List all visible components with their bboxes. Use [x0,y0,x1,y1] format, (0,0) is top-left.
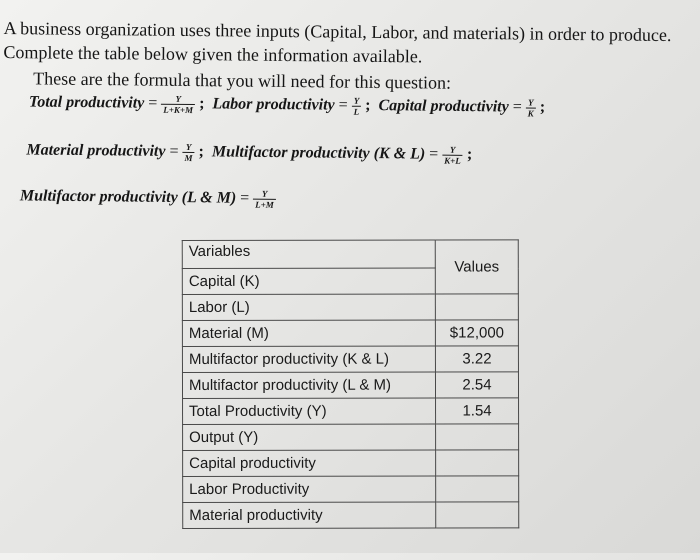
table-row [183,398,519,425]
material-productivity-label: Material productivity [26,141,166,160]
fraction-denominator: L+M [253,199,276,210]
formula-row-2: Material productivity = $\frac{Y}{M}$ ; Multifactor productivity (K & L) = $\frac{Y}{K+L}$ ; [26,141,473,166]
table-row [182,372,518,399]
fraction-numerator: Y [175,93,182,104]
row-variable: Material productivity [183,502,436,528]
table-row [183,502,519,529]
intro-line-1: A business organization uses three inputs (Capital, Labor, and materials) in order to produce. [3,18,672,46]
fraction-denominator: L [352,106,362,117]
table-header-row [182,240,518,269]
row-value [435,294,518,320]
multifactor-lm-label: Multifactor productivity (L & M) [19,187,237,207]
table-row [183,450,519,477]
row-value: $12,000 [435,320,518,346]
fraction-denominator: M [182,152,194,163]
fraction-numerator: Y [449,144,456,155]
row-value: 1.54 [436,398,519,424]
total-productivity-fraction [161,94,195,115]
multifactor-kl-label: Multifactor productivity (K & L) [211,143,426,163]
fraction-denominator: K [526,108,536,119]
row-value [436,424,519,450]
row-variable: Labor (L) [182,294,435,320]
multifactor-lm-fraction [253,189,276,210]
table-row [182,346,518,373]
fraction-numerator: Y [353,95,360,106]
table-row [182,294,518,321]
labor-productivity-label: Labor productivity [212,95,335,114]
fraction-numerator: Y [261,188,268,199]
row-variable: Output (Y) [183,424,436,450]
multifactor-kl-fraction [442,145,463,166]
row-value [436,502,519,528]
row-variable: Material (M) [182,320,435,346]
row-value: 3.22 [435,346,518,372]
table-row [182,320,518,347]
capital-productivity-fraction [526,98,536,119]
fraction-numerator: Y [528,97,534,108]
row-variable: Multifactor productivity (L & M) [182,372,435,398]
row-variable: Capital productivity [183,450,436,476]
header-values: Values [435,240,518,294]
row-value [436,450,519,476]
table-row [183,424,519,451]
row-variable: Total Productivity (Y) [183,398,436,424]
labor-productivity-fraction [352,96,362,117]
material-productivity-fraction [182,142,194,163]
intro-line-3: These are the formula that you will need for this question: [33,68,452,93]
row-value: 2.54 [435,372,518,398]
total-productivity-label: Total productivity [28,93,145,112]
row-variable: Multifactor productivity (K & L) [182,346,435,372]
fraction-numerator: Y [185,141,192,153]
fraction-denominator: L+K+M [161,104,195,115]
row-variable: Labor Productivity [183,476,436,502]
header-variables: Variables [182,240,435,268]
formula-row-3: Multifactor productivity (L & M) = $\frac{Y}{L+M}$ [20,186,276,210]
capital-productivity-label: Capital productivity [378,97,509,116]
table-row [183,476,519,503]
formula-row-1: Total productivity = $\frac{Y}{L+K+M}$ ; Labor productivity = $\frac{Y}{L}$ ; Capital productivity = $\frac{Y}{K}$ ; [28,93,546,119]
fraction-denominator: K+L [442,155,463,166]
row-value [436,476,519,502]
row-variable: Capital (K) [182,268,435,294]
variables-table [182,239,520,529]
intro-line-2: Complete the table below given the information available. [3,42,423,67]
